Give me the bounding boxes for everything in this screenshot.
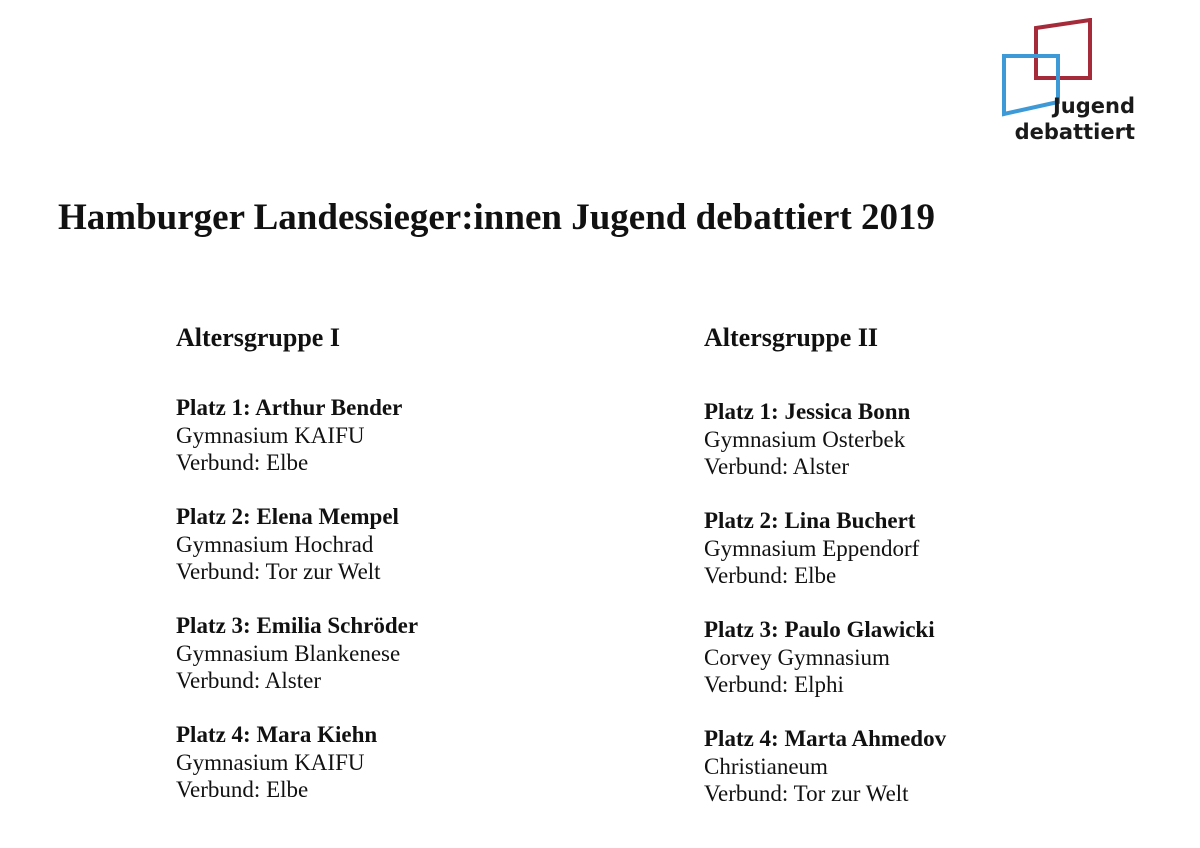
winner-entry	[176, 394, 576, 476]
winner-school: Gymnasium KAIFU	[176, 750, 365, 775]
winner-school: Gymnasium Blankenese	[176, 641, 401, 666]
winner-verbund: Verbund: Alster	[176, 668, 322, 693]
winner-entry	[176, 721, 576, 803]
winner-place-name: Platz 1: Arthur Bender	[176, 395, 403, 420]
winner-entry	[176, 503, 576, 585]
winner-place-name: Platz 3: Paulo Glawicki	[704, 617, 935, 642]
winner-entry	[704, 725, 1104, 807]
winner-verbund: Verbund: Tor zur Welt	[176, 559, 381, 584]
jugend-debattiert-logo	[1000, 18, 1170, 148]
age-group-1	[176, 322, 576, 830]
winner-school: Gymnasium Hochrad	[176, 532, 374, 557]
winner-list	[176, 394, 576, 803]
logo-blue-frame	[1004, 56, 1058, 114]
winner-school: Gymnasium Eppendorf	[704, 536, 920, 561]
winner-verbund: Verbund: Elbe	[176, 777, 309, 802]
age-group-title: Altersgruppe II	[704, 323, 879, 352]
winner-place-name: Platz 1: Jessica Bonn	[704, 399, 911, 424]
page-title: Hamburger Landessieger:innen Jugend debattiert 2019	[58, 197, 936, 238]
winner-verbund: Verbund: Alster	[704, 454, 850, 479]
winner-school: Corvey Gymnasium	[704, 645, 890, 670]
winner-list	[704, 398, 1104, 807]
winner-school: Gymnasium Osterbek	[704, 427, 906, 452]
winner-entry	[176, 612, 576, 694]
winner-place-name: Platz 4: Marta Ahmedov	[704, 726, 947, 751]
winner-entry	[704, 507, 1104, 589]
logo-text-debattiert: debattiert	[1014, 120, 1135, 144]
winner-verbund: Verbund: Elphi	[704, 672, 844, 697]
winner-entry	[704, 398, 1104, 480]
winner-place-name: Platz 3: Emilia Schröder	[176, 613, 419, 638]
winner-verbund: Verbund: Elbe	[704, 563, 837, 588]
winner-place-name: Platz 2: Lina Buchert	[704, 508, 916, 533]
winner-place-name: Platz 2: Elena Mempel	[176, 504, 399, 529]
logo-text-jugend: Jugend	[1052, 94, 1135, 118]
winner-school: Christianeum	[704, 754, 828, 779]
winner-verbund: Verbund: Elbe	[176, 450, 309, 475]
winner-entry	[704, 616, 1104, 698]
logo-red-frame	[1036, 20, 1090, 78]
age-group-title: Altersgruppe I	[176, 323, 340, 352]
age-group-2	[704, 322, 1104, 834]
winner-verbund: Verbund: Tor zur Welt	[704, 781, 909, 806]
winner-school: Gymnasium KAIFU	[176, 423, 365, 448]
winner-place-name: Platz 4: Mara Kiehn	[176, 722, 378, 747]
